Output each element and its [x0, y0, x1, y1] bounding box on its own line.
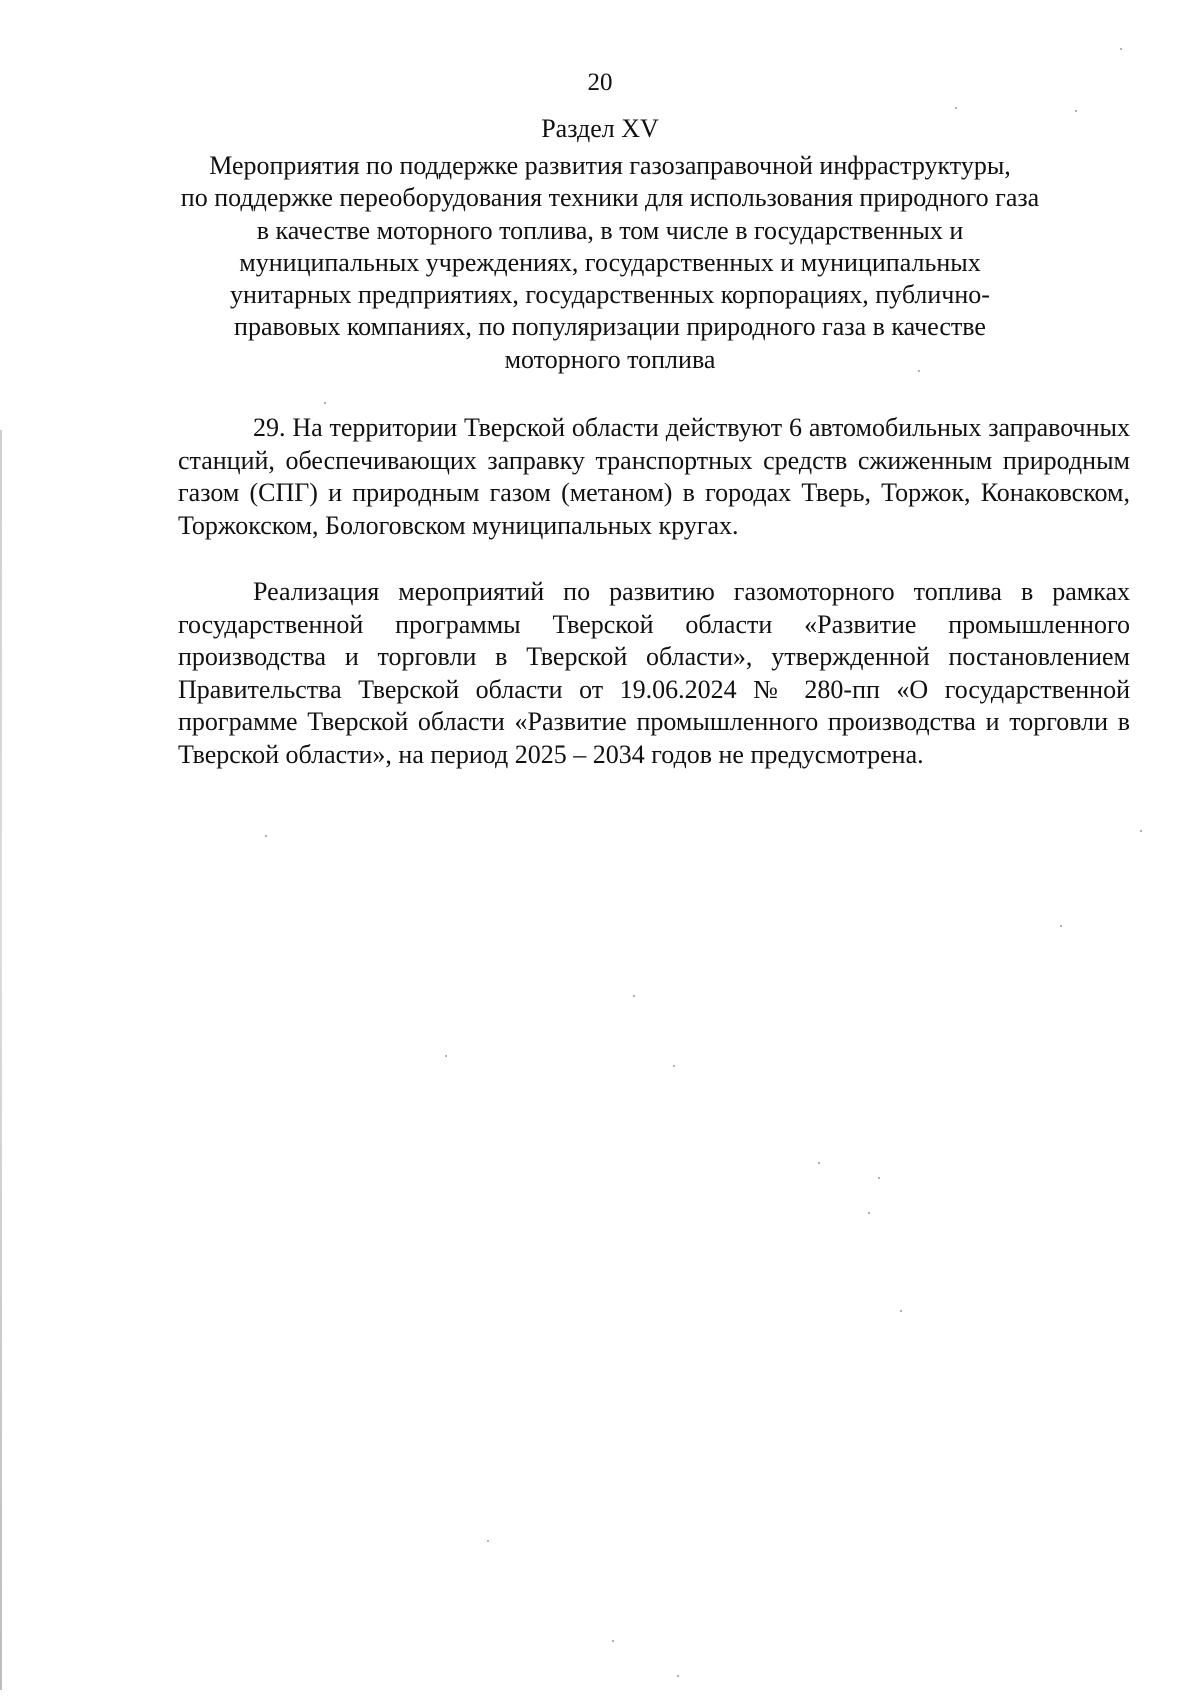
scan-speck: [1140, 830, 1142, 832]
scan-speck: [487, 1540, 489, 1542]
section-subtitle-line: Мероприятия по поддержке развития газозаправочной инфраструктуры,: [209, 151, 1011, 180]
scan-speck: [955, 107, 957, 109]
scan-speck: [1120, 48, 1122, 50]
scan-edge-shadow: [0, 430, 2, 1690]
section-subtitle-line: муниципальных учреждениях, государственных и муниципальных: [239, 247, 981, 277]
section-subtitle-line: в качестве моторного топлива, в том числе в государственных и: [256, 215, 964, 245]
scan-speck: [677, 1675, 679, 1677]
scan-speck: [878, 1177, 880, 1179]
paragraph-implementation: Реализация мероприятий по развитию газомоторного топлива в рамках государственной программы Тверской области «Развитие промышленного производства и торговли в Тверской области», утвержденной постановлением Правительства Тверской области от 19.06.2024 № 280-пп «О государственной программе Тверской области «Развитие промышленного производства и торговли в Тверской области», на период 2025 – 2034 годов не предусмотрена.: [178, 577, 1130, 769]
section-subtitle-line: по поддержке переоборудования техники для использования природного газа: [180, 183, 1040, 213]
scan-speck: [1075, 110, 1077, 112]
scan-speck: [918, 370, 920, 372]
section-subtitle-line: моторного топлива: [504, 344, 716, 374]
section-heading: Раздел XV: [541, 114, 659, 143]
section-subtitle-line: правовых компаниях, по популяризации природного газа в качестве: [234, 312, 986, 342]
scan-speck: [324, 402, 326, 404]
scan-speck: [445, 1055, 447, 1057]
scan-speck: [612, 1640, 614, 1642]
page-number: 20: [587, 69, 613, 96]
section-subtitle-line: унитарных предприятиях, государственных корпорациях, публично-: [230, 280, 990, 310]
scan-speck: [633, 995, 635, 997]
scan-speck: [818, 1162, 820, 1164]
scan-speck: [265, 835, 267, 837]
scan-speck: [868, 1212, 870, 1214]
scan-speck: [900, 1310, 902, 1312]
scan-speck: [673, 1065, 675, 1067]
paragraph-29: 29. На территории Тверской области действуют 6 автомобильных заправочных станций, обеспечивающих заправку транспортных средств сжиженным природным газом (СПГ) и природным газом (метаном) в городах Тверь, Торжок, Конаковском, Торжокском, Бологовском муниципальных кругах.: [178, 413, 1130, 540]
scan-speck: [1060, 925, 1062, 927]
section-subtitle: [170, 150, 1050, 376]
